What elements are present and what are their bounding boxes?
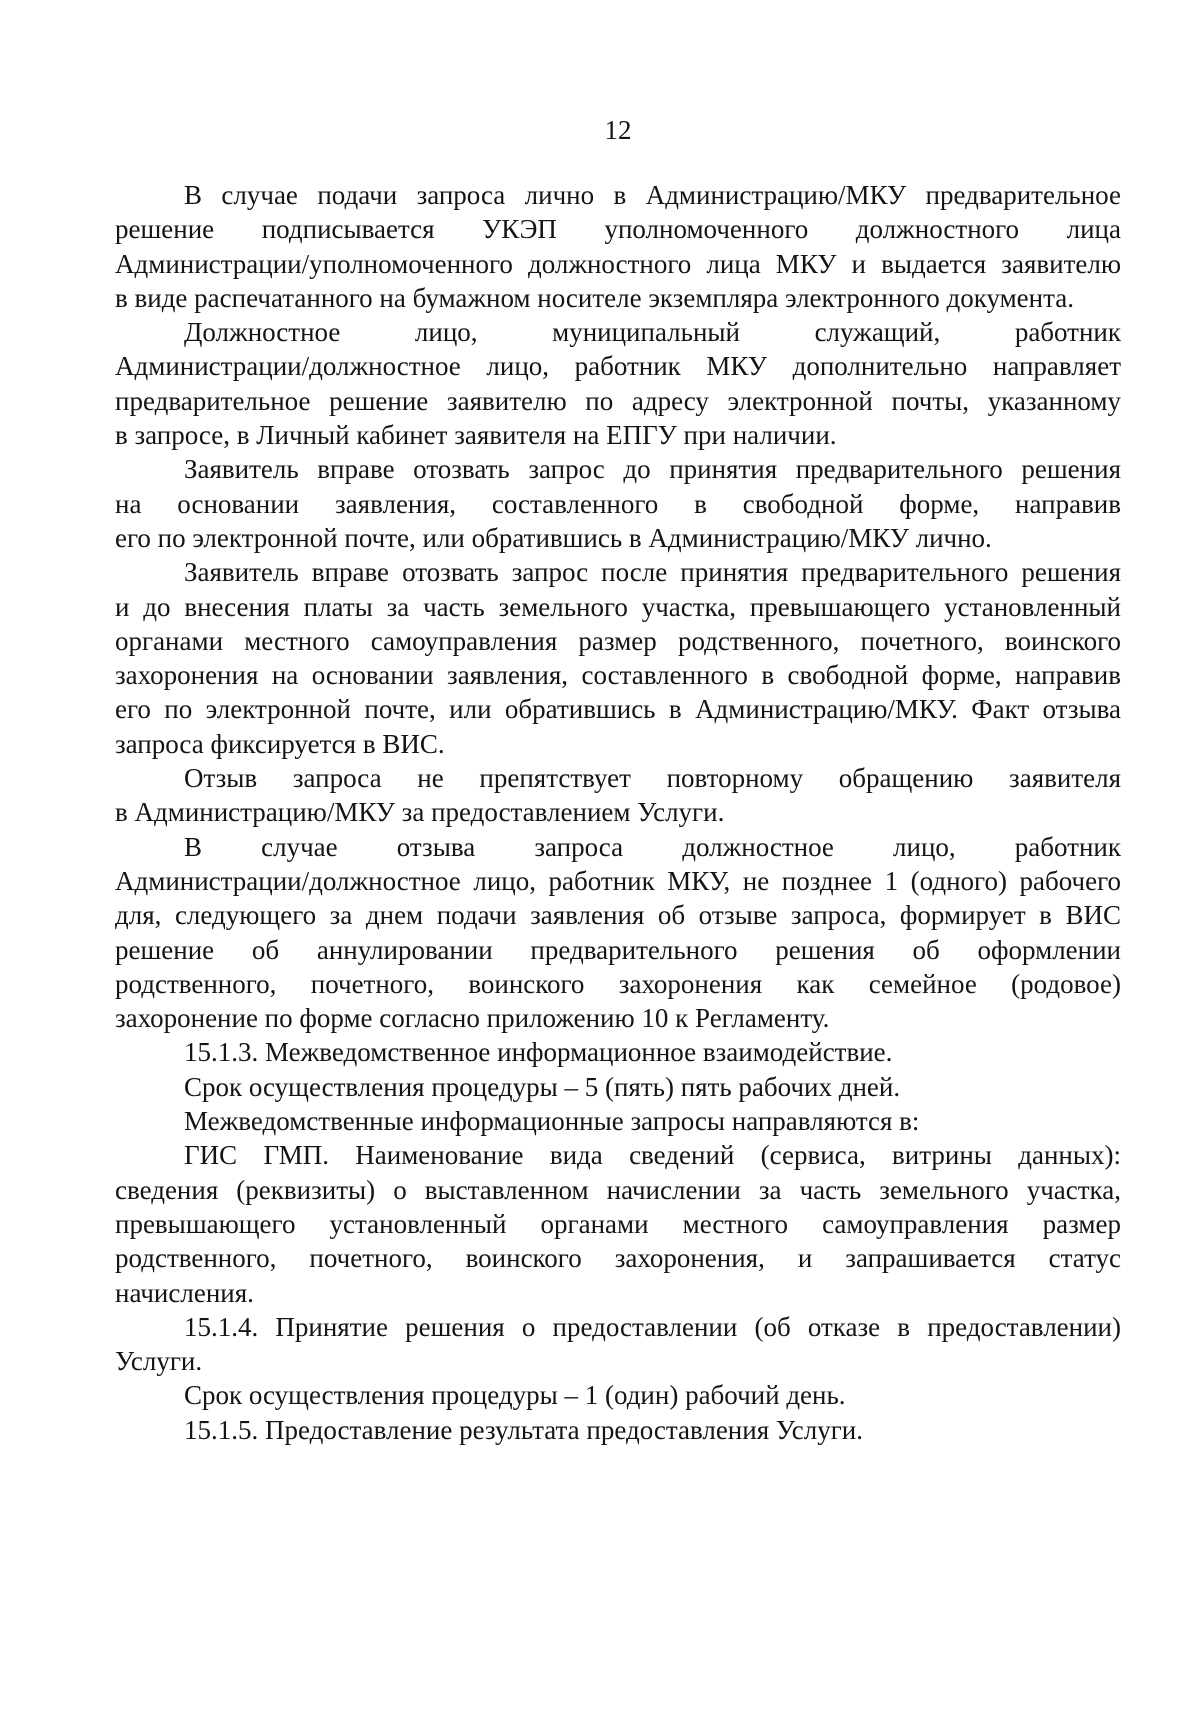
text-line: сведения (реквизиты) о выставленном начислении за часть земельного участка,: [115, 1174, 1121, 1205]
paragraph-withdraw-after: [115, 555, 1121, 761]
document-body: [115, 178, 1121, 1447]
text-line: Услуги.: [115, 1346, 203, 1377]
text-line: для, следующего за днем подачи заявления об отзыве запроса, формирует в ВИС: [115, 900, 1121, 931]
text-line: и до внесения платы за часть земельного участка, превышающего установленный: [115, 591, 1121, 622]
text-line: Отзыв запроса не препятствует повторному обращению заявителя: [184, 763, 1121, 794]
text-line: Администрации/должностное лицо, работник МКУ дополнительно направляет: [115, 351, 1121, 382]
paragraph-withdraw-repeat: [115, 761, 1121, 830]
text-line: Администрации/должностное лицо, работник МКУ, не позднее 1 (одного) рабочего: [115, 865, 1121, 896]
text-line: захоронения на основании заявления, составленного в свободной форме, направив: [115, 660, 1121, 691]
text-line: Срок осуществления процедуры – 5 (пять) пять рабочих дней.: [184, 1071, 901, 1102]
text-line: В случае подачи запроса лично в Администрацию/МКУ предварительное: [184, 180, 1121, 210]
text-line: в Администрацию/МКУ за предоставлением Услуги.: [115, 797, 725, 828]
text-line: решение подписывается УКЭП уполномоченного должностного лица: [115, 214, 1121, 245]
page-number: 12: [604, 115, 632, 145]
text-line: начисления.: [115, 1277, 254, 1308]
text-line: Заявитель вправе отозвать запрос после принятия предварительного решения: [184, 557, 1121, 588]
paragraph-decision-sending: [115, 315, 1121, 452]
text-line: Заявитель вправе отозвать запрос до принятия предварительного решения: [184, 454, 1121, 485]
paragraph-procedure-term-2: [115, 1378, 1121, 1412]
text-line: в запросе, в Личный кабинет заявителя на ЕПГУ при наличии.: [115, 420, 837, 451]
paragraph-requests-sent: [115, 1104, 1121, 1138]
paragraph-gis-gmp: [115, 1138, 1121, 1309]
text-line: превышающего установленный органами местного самоуправления размер: [115, 1208, 1121, 1239]
text-line: в виде распечатанного на бумажном носителе экземпляра электронного документа.: [115, 282, 1074, 313]
text-line: Срок осуществления процедуры – 1 (один) рабочий день.: [184, 1380, 846, 1411]
section-heading-15-1-4: [115, 1310, 1121, 1379]
paragraph-withdraw-before: [115, 452, 1121, 555]
text-line: Должностное лицо, муниципальный служащий, работник: [184, 317, 1121, 348]
text-line: родственного, почетного, воинского захоронения как семейное (родовое): [115, 968, 1121, 999]
paragraph-decision-signing: [115, 178, 1121, 315]
text-line: В случае отзыва запроса должностное лицо, работник: [184, 831, 1121, 862]
text-line: 15.1.3. Межведомственное информационное взаимодействие.: [184, 1037, 893, 1068]
text-line: родственного, почетного, воинского захоронения, и запрашивается статус: [115, 1243, 1121, 1274]
text-line: ГИС ГМП. Наименование вида сведений (сервиса, витрины данных):: [184, 1140, 1121, 1171]
text-line: решение об аннулировании предварительного решения об оформлении: [115, 934, 1121, 965]
text-line: захоронение по форме согласно приложению 10 к Регламенту.: [115, 1003, 830, 1034]
section-heading-15-1-3: [115, 1035, 1121, 1069]
text-line: 15.1.5. Предоставление результата предоставления Услуги.: [184, 1414, 863, 1445]
text-line: 15.1.4. Принятие решения о предоставлении (об отказе в предоставлении): [184, 1311, 1121, 1342]
paragraph-withdraw-cancellation: [115, 830, 1121, 1036]
text-line: предварительное решение заявителю по адресу электронной почты, указанному: [115, 385, 1121, 416]
text-line: запроса фиксируется в ВИС.: [115, 728, 445, 759]
text-line: на основании заявления, составленного в свободной форме, направив: [115, 488, 1121, 519]
paragraph-procedure-term: [115, 1070, 1121, 1104]
text-line: его по электронной почте, или обратившись в Администрацию/МКУ. Факт отзыва: [115, 694, 1121, 725]
text-line: Межведомственные информационные запросы направляются в:: [184, 1106, 920, 1137]
text-line: его по электронной почте, или обратившись в Администрацию/МКУ лично.: [115, 522, 992, 553]
text-line: органами местного самоуправления размер родственного, почетного, воинского: [115, 625, 1121, 656]
text-line: Администрации/уполномоченного должностного лица МКУ и выдается заявителю: [115, 248, 1121, 279]
section-heading-15-1-5: [115, 1413, 1121, 1447]
